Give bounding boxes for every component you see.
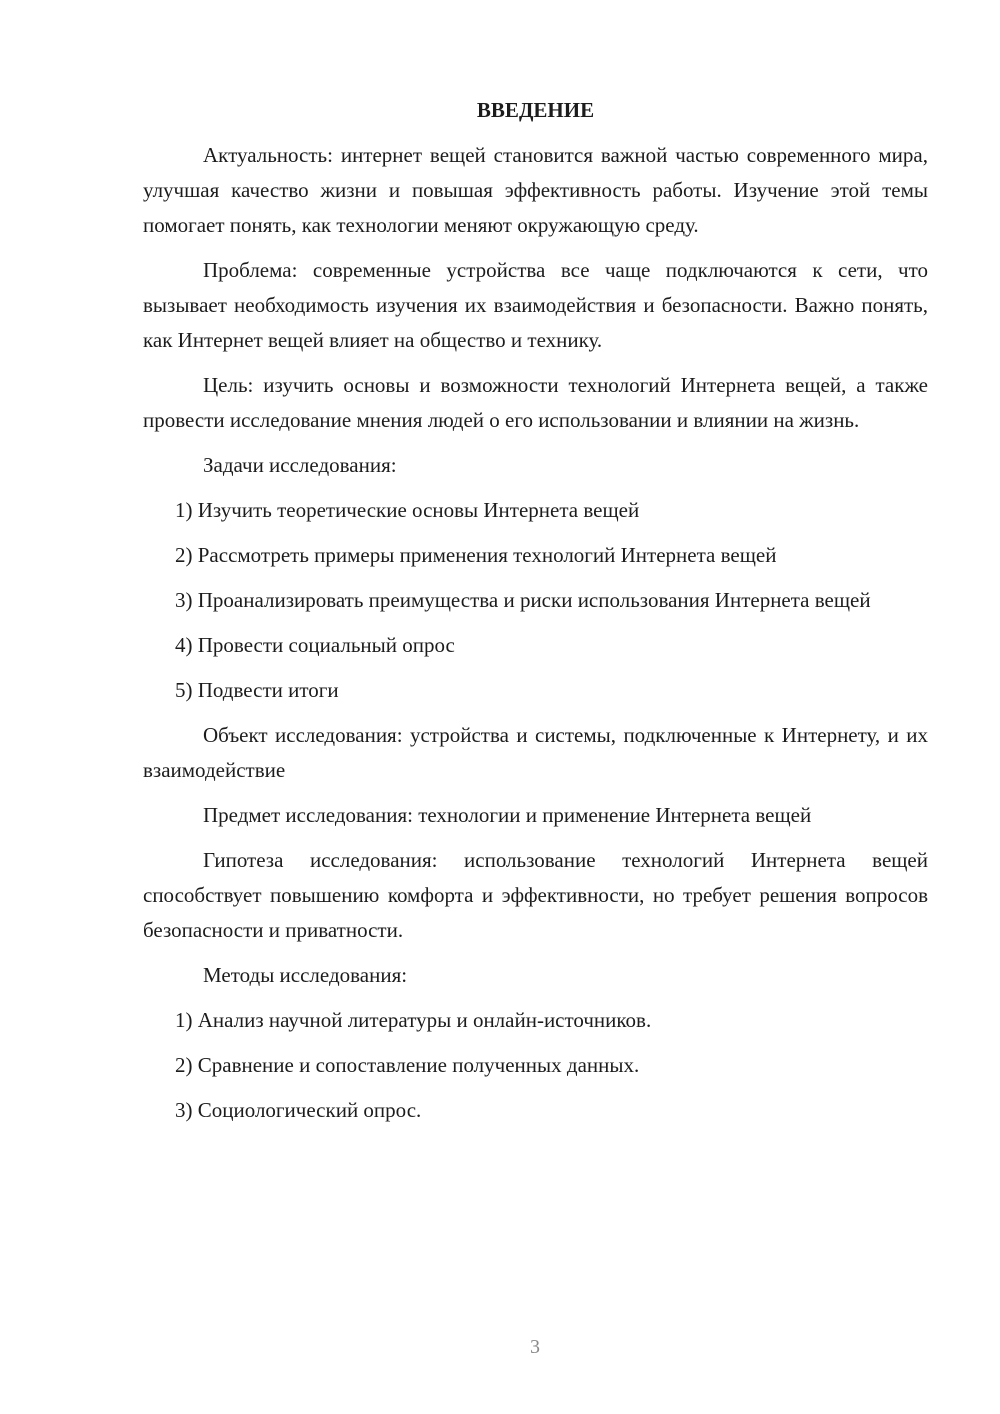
problem-paragraph: Проблема: современные устройства все чаще подключаются к сети, что вызывает необходимость изучения их взаимодействия и безопасности. Важно понять, как Интернет вещей влияет на общество и технику. [143, 258, 928, 352]
methods-heading: Методы исследования: [203, 963, 408, 987]
task-item-3: 3) Проанализировать преимущества и риски использования Интернета вещей [175, 588, 871, 612]
hypothesis-paragraph: Гипотеза исследования: использование технологий Интернета вещей способствует повышению комфорта и эффективности, но требует решения вопросов безопасности и приватности. [143, 848, 928, 942]
method-item-3: 3) Социологический опрос. [175, 1098, 422, 1122]
method-item-2: 2) Сравнение и сопоставление полученных данных. [175, 1053, 640, 1077]
task-item-4: 4) Провести социальный опрос [175, 633, 455, 657]
task-item-2: 2) Рассмотреть примеры применения технологий Интернета вещей [175, 543, 777, 567]
tasks-heading: Задачи исследования: [203, 453, 397, 477]
task-item-1: 1) Изучить теоретические основы Интернета вещей [175, 498, 640, 522]
method-item-1: 1) Анализ научной литературы и онлайн-источников. [175, 1008, 652, 1032]
object-paragraph: Объект исследования: устройства и системы, подключенные к Интернету, и их взаимодействие [143, 723, 928, 782]
page-number: 3 [530, 1336, 540, 1358]
task-item-5: 5) Подвести итоги [175, 678, 339, 702]
page-title: ВВЕДЕНИЕ [476, 98, 595, 122]
relevance-paragraph: Актуальность: интернет вещей становится важной частью современного мира, улучшая качество жизни и повышая эффективность работы. Изучение этой темы помогает понять, как технологии меняют окружающую среду. [143, 143, 928, 237]
goal-paragraph: Цель: изучить основы и возможности технологий Интернета вещей, а также провести исследование мнения людей о его использовании и влиянии на жизнь. [143, 373, 928, 432]
document-page [143, 92, 928, 1138]
subject-paragraph: Предмет исследования: технологии и применение Интернета вещей [203, 803, 812, 827]
